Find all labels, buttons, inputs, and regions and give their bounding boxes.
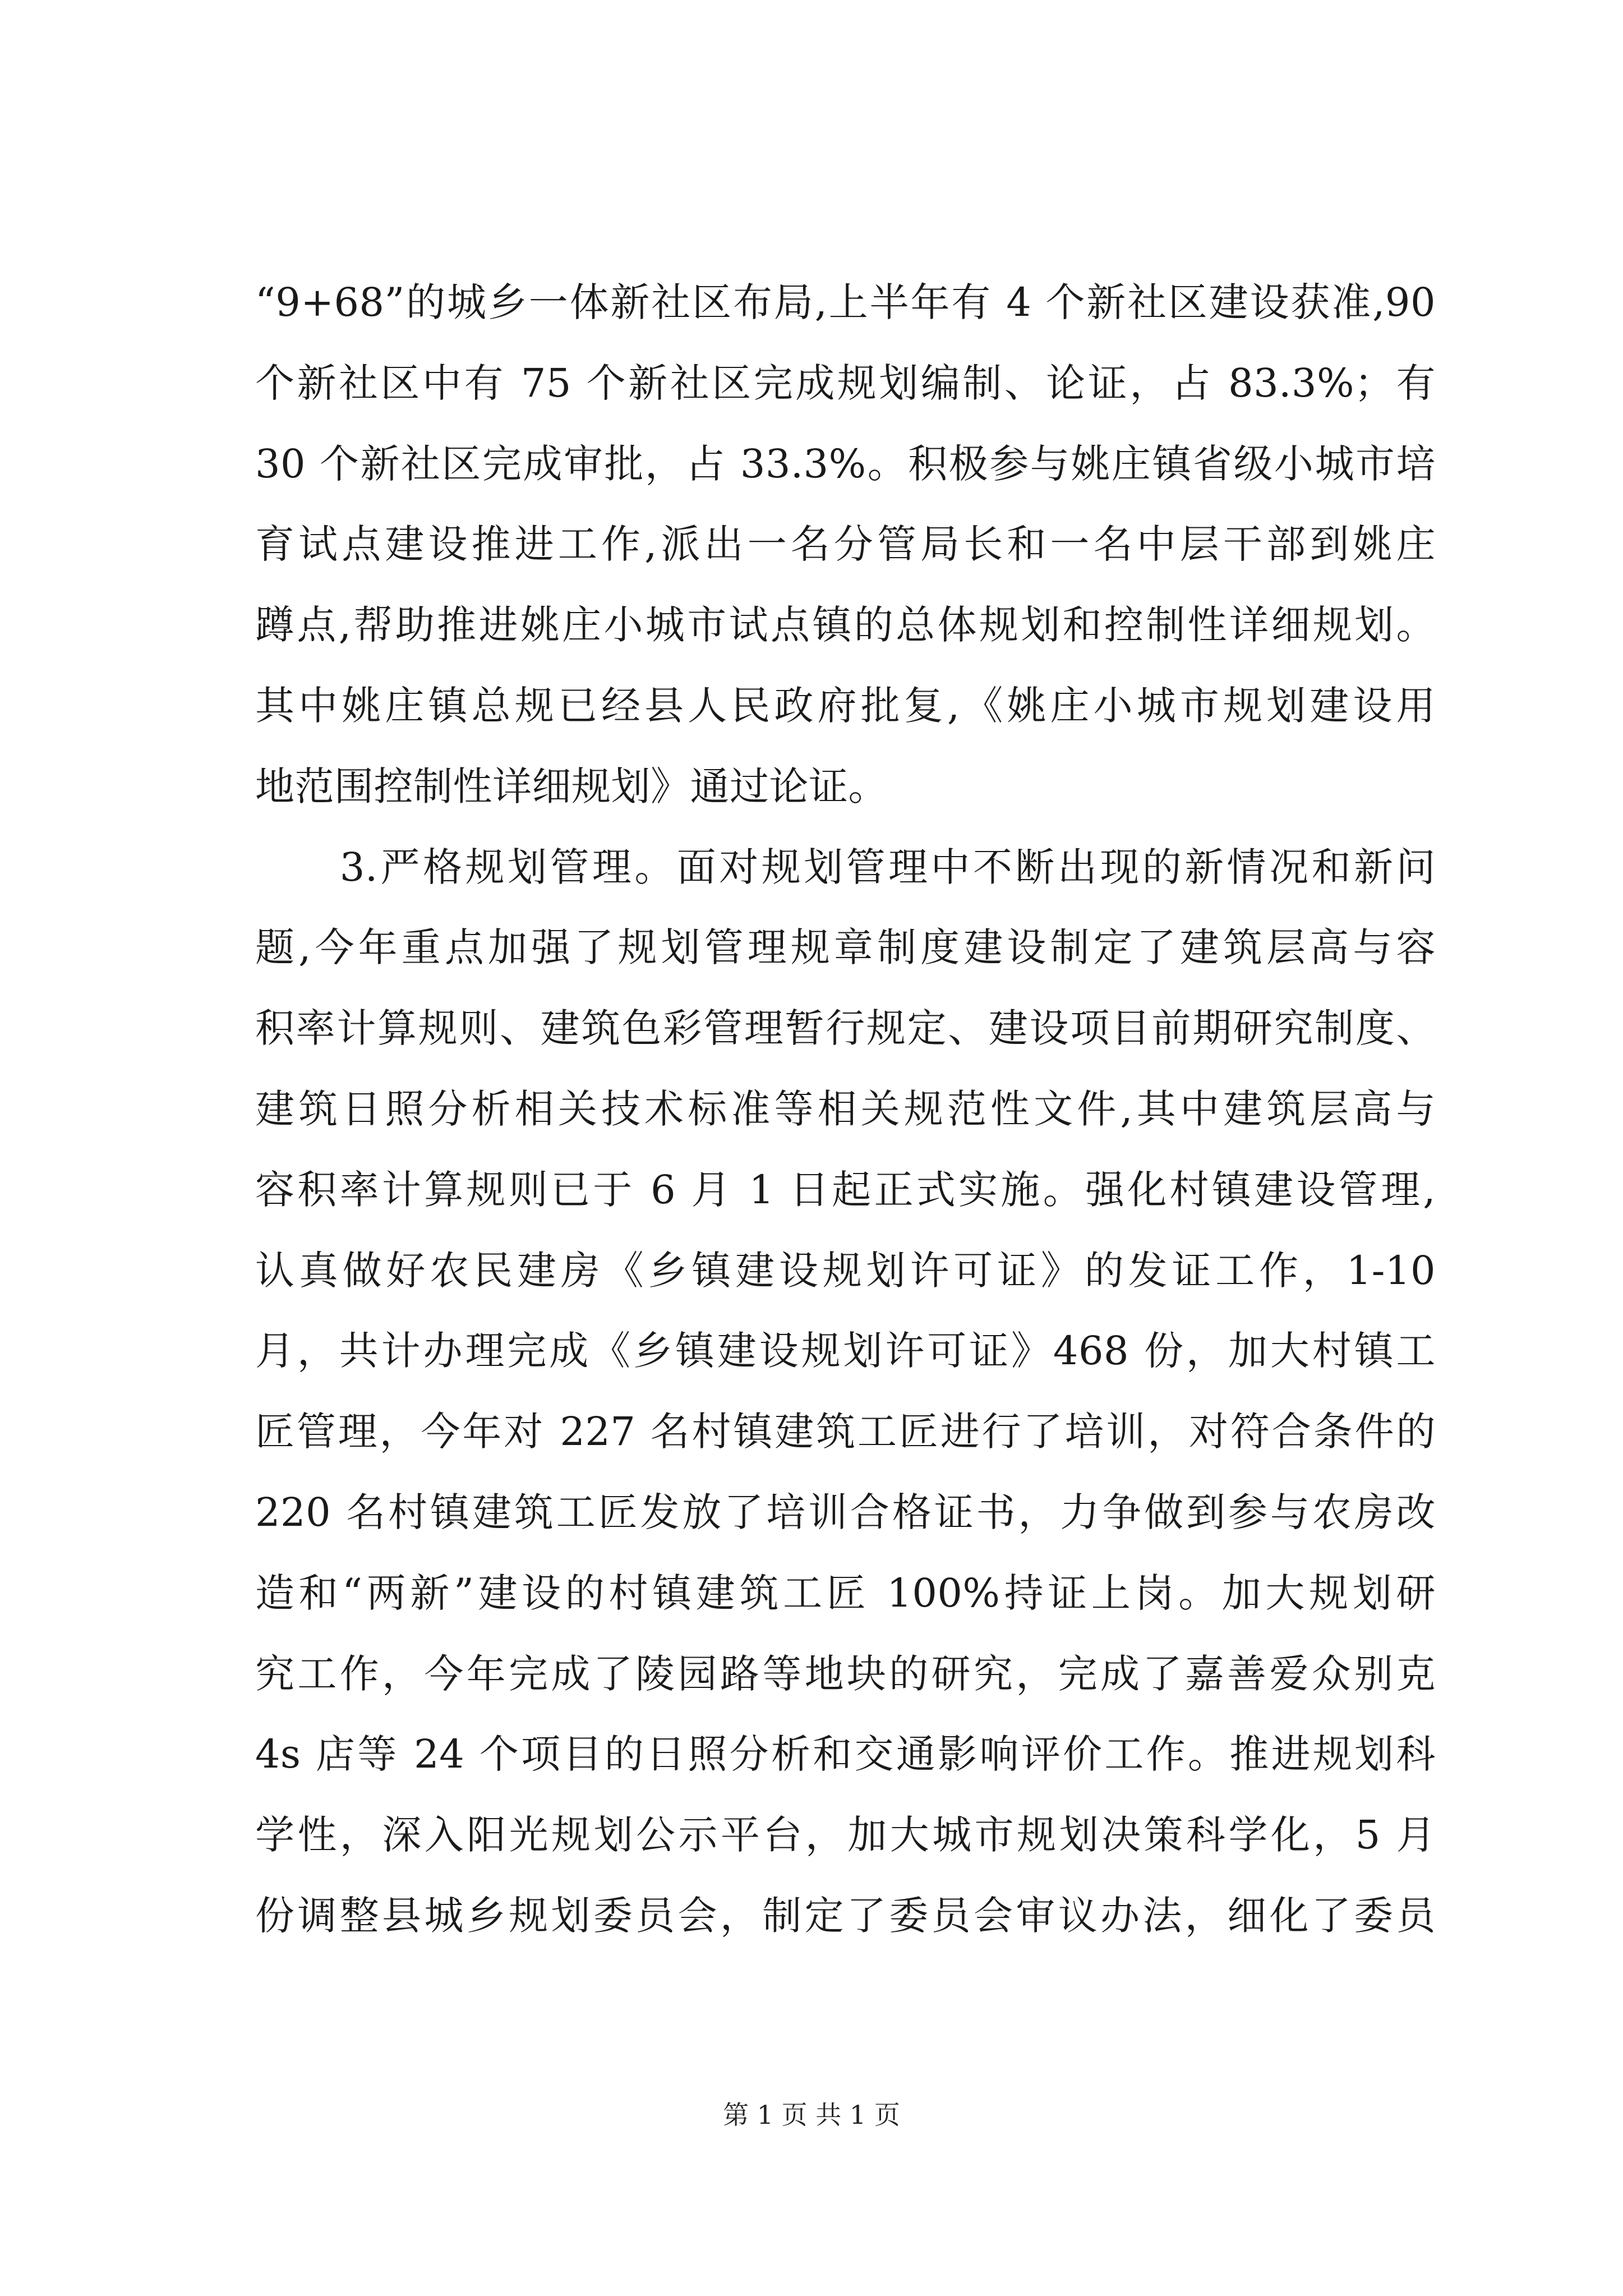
text-line: 地范围控制性详细规划》通过论证。 [255,763,888,809]
text-line: 题,今年重点加强了规划管理规章制度建设制定了建筑层高与容 [255,924,1436,971]
text-line: 个新社区中有 75 个新社区完成规划编制、论证，占 83.3%；有 [255,360,1436,406]
text-line: 认真做好农民建房《乡镇建设规划许可证》的发证工作，1-10 [255,1247,1436,1294]
text-line: 造和“两新”建设的村镇建筑工匠 100%持证上岗。加大规划研 [255,1570,1436,1616]
text-line: 4s 店等 24 个项目的日照分析和交通影响评价工作。推进规划科 [255,1731,1436,1778]
text-line: 月，共计办理完成《乡镇建设规划许可证》468 份，加大村镇工 [255,1328,1436,1374]
text-line: 30 个新社区完成审批，占 33.3%。积极参与姚庄镇省级小城市培 [255,440,1436,487]
text-line: 蹲点,帮助推进姚庄小城市试点镇的总体规划和控制性详细规划。 [255,602,1436,648]
text-line: 究工作，今年完成了陵园路等地块的研究，完成了嘉善爱众别克 [255,1650,1436,1697]
text-line: 建筑日照分析相关技术标准等相关规范性文件,其中建筑层高与 [255,1085,1436,1132]
text-line: 容积率计算规则已于 6 月 1 日起正式实施。强化村镇建设管理, [255,1166,1436,1213]
text-line: 220 名村镇建筑工匠发放了培训合格证书，力争做到参与农房改 [255,1489,1436,1535]
text-line: 学性，深入阳光规划公示平台，加大城市规划决策科学化，5 月 [255,1812,1436,1858]
text-line: 其中姚庄镇总规已经县人民政府批复,《姚庄小城市规划建设用 [255,682,1436,729]
page-number-label: 第 1 页 共 1 页 [723,2100,900,2130]
page-footer [0,2098,1623,2132]
text-line: 匠管理，今年对 227 名村镇建筑工匠进行了培训，对符合条件的 [255,1409,1436,1455]
body-text [255,263,1436,1957]
text-line: 积率计算规则、建筑色彩管理暂行规定、建设项目前期研究制度、 [255,1005,1436,1052]
text-line: 育试点建设推进工作,派出一名分管局长和一名中层干部到姚庄 [255,521,1436,568]
text-line: “9+68”的城乡一体新社区布局,上半年有 4 个新社区建设获准,90 [255,279,1436,325]
text-line: 3.严格规划管理。面对规划管理中不断出现的新情况和新问 [255,844,1436,890]
text-line: 份调整县城乡规划委员会，制定了委员会审议办法，细化了委员 [255,1892,1436,1939]
